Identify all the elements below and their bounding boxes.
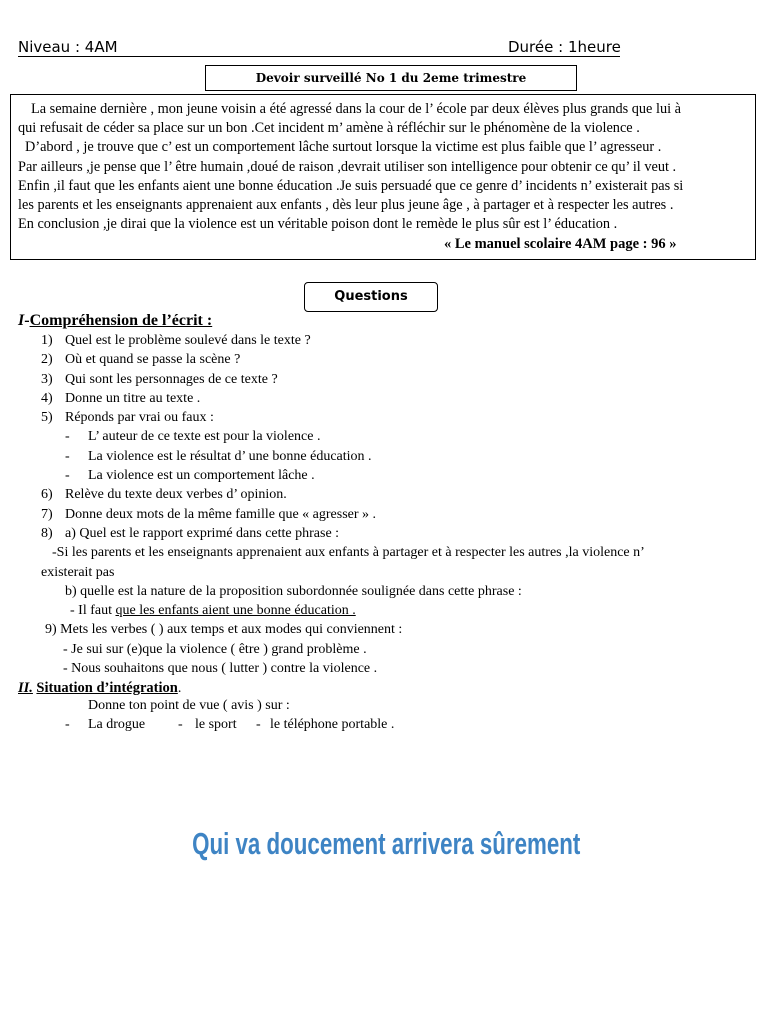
true-false-text: La violence est un comportement lâche . <box>88 468 315 483</box>
text-line: qui refusait de céder sa place sur un bon .Cet incident m’ amène à réfléchir sur le phénomène de la violence . <box>18 120 640 136</box>
question-number: 8) <box>41 526 53 541</box>
q9-item: - Nous souhaitons que nous ( lutter ) contre la violence . <box>63 661 378 676</box>
dash: - <box>256 717 261 732</box>
question-text: Quel est le problème soulevé dans le texte ? <box>65 333 311 348</box>
question-6 <box>41 487 287 503</box>
section-1-number: I <box>18 312 25 329</box>
question-9: 9) Mets les verbes ( ) aux temps et aux modes qui conviennent : <box>45 622 403 637</box>
dash: - <box>65 468 70 483</box>
question-text: Donne deux mots de la même famille que « agresser » . <box>65 507 377 522</box>
question-7 <box>41 507 377 523</box>
text-line: les parents et les enseignants apprenaient aux enfants , dès leur plus jeune âge , à partager et à respecter les autres . <box>18 197 674 213</box>
true-false-item <box>65 468 315 484</box>
topic-sport: le sport <box>195 717 237 732</box>
question-8 <box>41 526 340 542</box>
header-level: Niveau : 4AM <box>18 38 118 56</box>
section-1-heading: I-Compréhension de l’écrit : <box>18 312 213 329</box>
question-text: Où et quand se passe la scène ? <box>65 352 241 367</box>
topic-drugs: La drogue <box>88 717 146 732</box>
dash: - <box>65 429 70 444</box>
reading-text-box <box>10 94 756 260</box>
text-line: La semaine dernière , mon jeune voisin a été agressé dans la cour de l’ école par deux élèves plus grands que lui à <box>31 101 681 117</box>
dash: - <box>178 717 183 732</box>
true-false-item <box>65 429 321 445</box>
questions-heading: Questions <box>304 282 438 312</box>
true-false-text: La violence est le résultat d’ une bonne éducation . <box>88 449 372 464</box>
question-text: Relève du texte deux verbes d’ opinion. <box>65 487 287 502</box>
q8-sentence-line-1: -Si les parents et les enseignants apprenaient aux enfants à partager et à respecter les autres ,la violence n’ <box>52 545 645 560</box>
question-3 <box>41 372 278 388</box>
question-number: 2) <box>41 352 53 367</box>
integration-topics <box>65 717 395 733</box>
text-line: En conclusion ,je dirai que la violence est un véritable poison dont le remède le plus sûr est l’ éducation . <box>18 216 618 232</box>
text-line: Enfin ,il faut que les enfants aient une bonne éducation .Je suis persuadé que ce genre d’ incidents n’ existerait pas si <box>18 178 684 194</box>
true-false-text: L’ auteur de ce texte est pour la violence . <box>88 429 321 444</box>
dash: - <box>65 449 70 464</box>
q8-sentence-line-2: existerait pas <box>41 565 115 580</box>
q8b-subordinate-clause: que les enfants aient une bonne éducation . <box>115 603 356 618</box>
header-rule <box>18 56 620 57</box>
section-2-title: Situation d’intégration <box>36 680 178 696</box>
question-number: 5) <box>41 410 53 425</box>
text-line: Par ailleurs ,je pense que l’ être humain ,doué de raison ,devrait utiliser son intelligence pour obtenir ce qu’ il veut . <box>18 159 677 175</box>
question-5 <box>41 410 214 426</box>
question-number: 4) <box>41 391 53 406</box>
question-number: 7) <box>41 507 53 522</box>
exam-title: Devoir surveillé No 1 du 2eme trimestre <box>205 65 577 91</box>
section-2-heading: II. Situation d’intégration. <box>18 680 182 696</box>
question-text: Qui sont les personnages de ce texte ? <box>65 372 278 387</box>
question-number: 6) <box>41 487 53 502</box>
question-text: a) Quel est le rapport exprimé dans cette phrase : <box>65 526 340 541</box>
q8b-question: b) quelle est la nature de la proposition subordonnée soulignée dans cette phrase : <box>65 584 522 599</box>
text-source: « Le manuel scolaire 4AM page : 96 » <box>444 236 677 252</box>
text-line: D’abord , je trouve que c’ est un comportement lâche surtout lorsque la victime est plus faible que l’ agresseur . <box>25 139 662 155</box>
q9-item: - Je sui sur (e)que la violence ( être ) grand problème . <box>63 642 367 657</box>
section-2-number: II. <box>18 680 33 696</box>
question-2 <box>41 352 241 368</box>
question-number: 1) <box>41 333 53 348</box>
true-false-item <box>65 449 372 465</box>
question-1 <box>41 333 311 349</box>
q8b-sentence <box>70 603 356 619</box>
integration-prompt: Donne ton point de vue ( avis ) sur : <box>88 698 290 713</box>
dash: - <box>65 717 70 732</box>
header-duration: Durée : 1heure <box>508 38 621 56</box>
question-text: Donne un titre au texte . <box>65 391 201 406</box>
q8b-sentence-prefix: - Il faut <box>70 603 112 618</box>
topic-phone: le téléphone portable . <box>270 717 395 732</box>
question-4 <box>41 391 201 407</box>
question-number: 3) <box>41 372 53 387</box>
question-text: Réponds par vrai ou faux : <box>65 410 214 425</box>
section-1-title: Compréhension de l’écrit : <box>29 312 213 329</box>
motto-wordart: Qui va doucement arrivera sûrement <box>192 826 581 861</box>
